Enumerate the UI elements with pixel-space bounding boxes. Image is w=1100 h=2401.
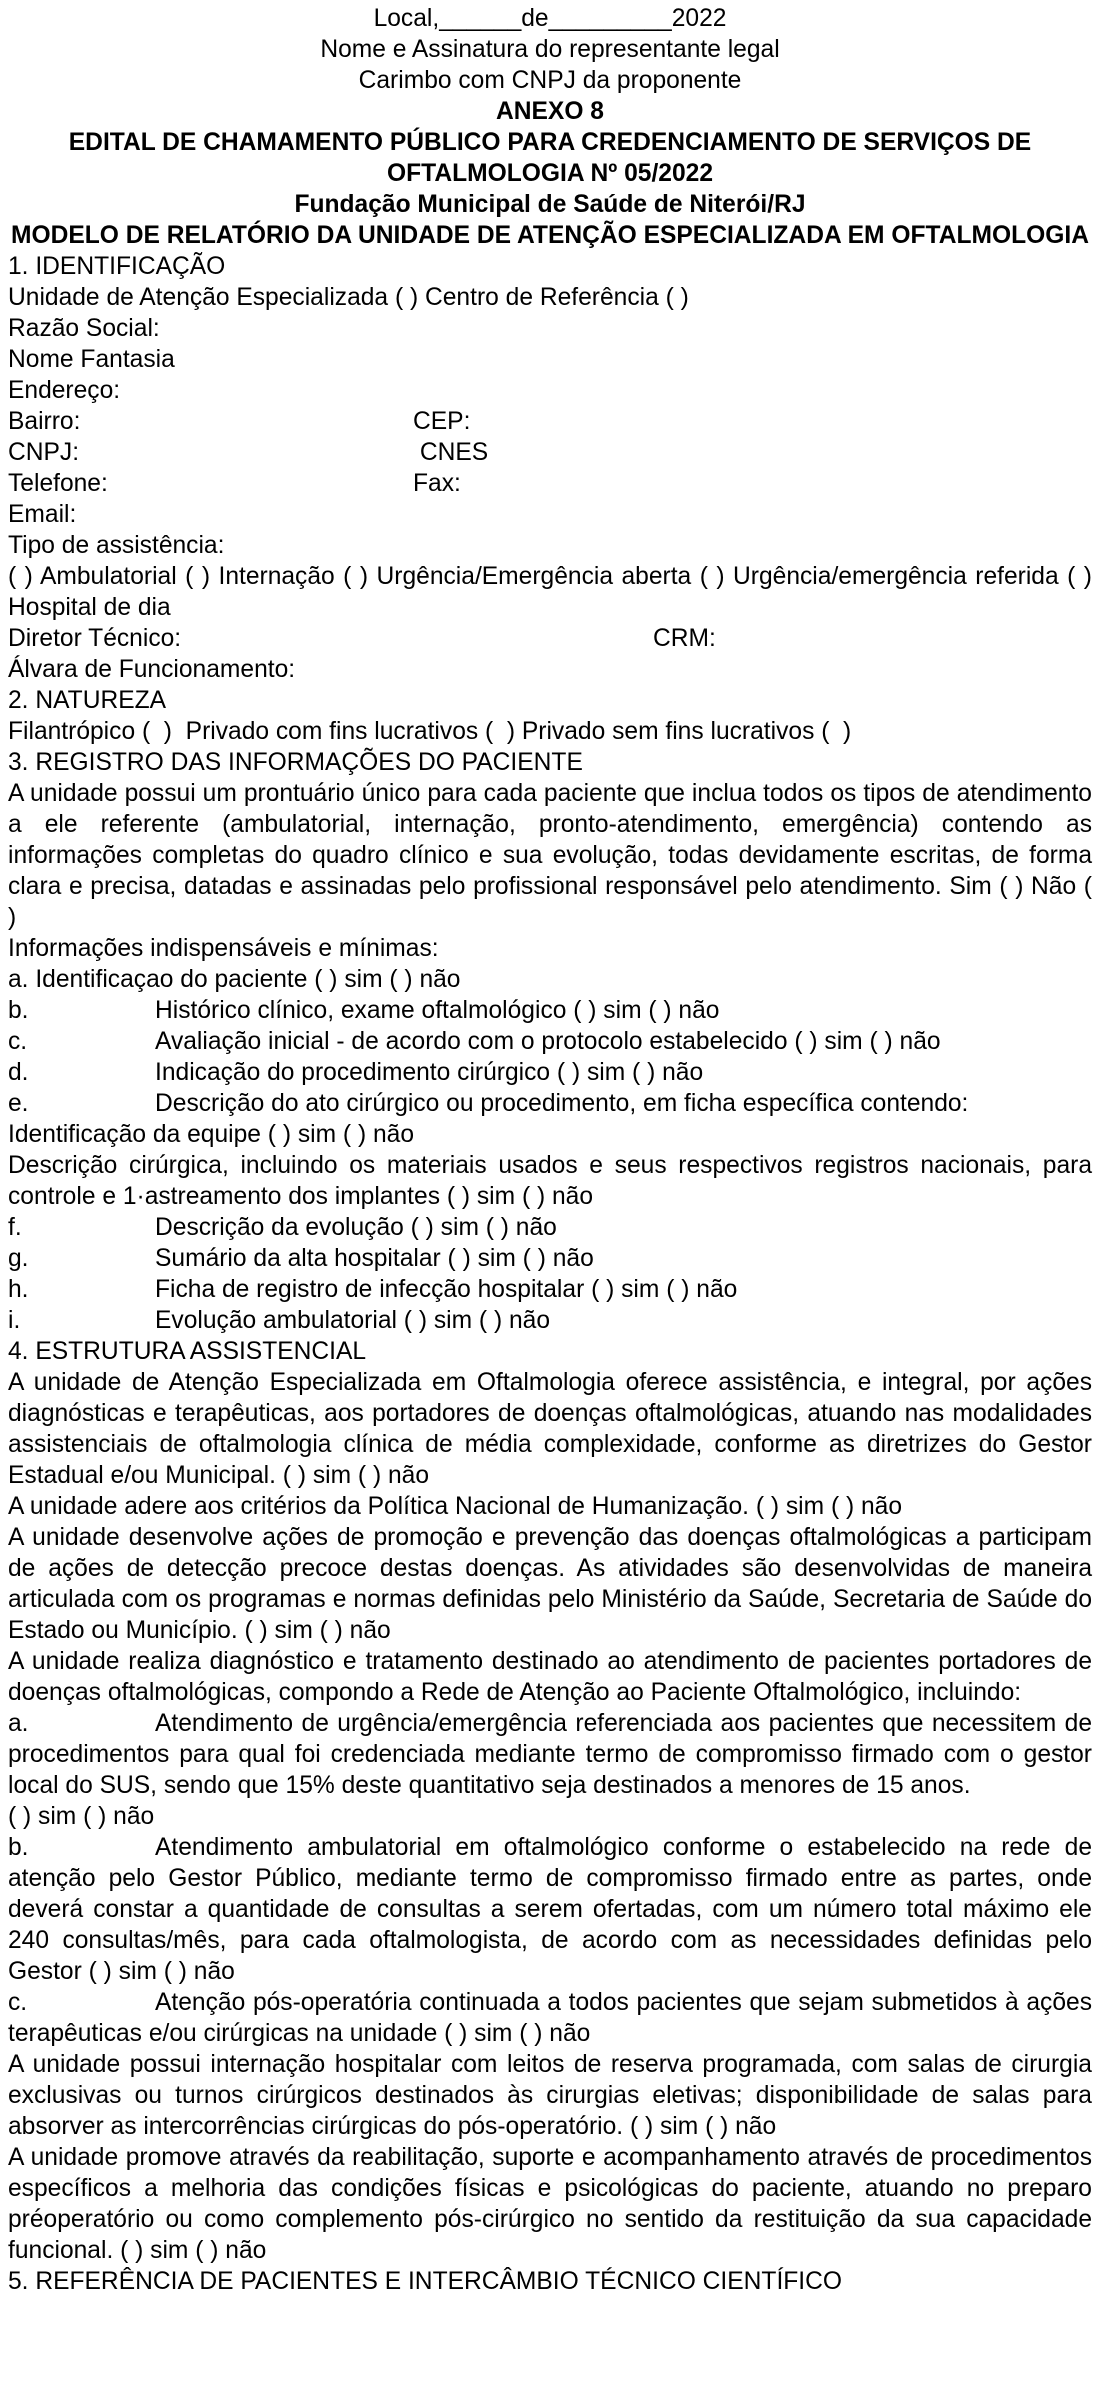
- crm-label: CRM:: [653, 625, 716, 652]
- telefone-fax-row: [8, 468, 1092, 499]
- item-text: Indicação do procedimento cirúrgico ( ) sim ( ) não: [155, 1059, 704, 1086]
- telefone-label: Telefone:: [8, 470, 108, 497]
- annex-title: ANEXO 8: [496, 98, 604, 125]
- razao-social-label: Razão Social:: [8, 315, 160, 342]
- tipo-assistencia-options: ( ) Ambulatorial ( ) Internação ( ) Urgência/Emergência aberta ( ) Urgência/emergência referida ( ) Hospital de dia: [8, 563, 1092, 621]
- item-a-paragraph: [8, 1708, 1092, 1801]
- bairro-cep-row: [8, 406, 1092, 437]
- item-text: Descrição da evolução ( ) sim ( ) não: [155, 1214, 557, 1241]
- place-date-line: Local,______de_________2022: [373, 5, 727, 32]
- item-text: Sumário da alta hospitalar ( ) sim ( ) não: [155, 1245, 594, 1272]
- item-text: Atendimento ambulatorial em oftalmológico conforme o estabelecido na rede de atenção pelo Gestor Público, mediante termo de compromisso firmado entre as partes, onde deverá constar a quantidade de consultas a serem ofertadas, com um número total máximo ele 240 consultas/mês, para cada oftalmologista, de acordo com as necessidades definidas pelo Gestor ( ) sim ( ) não: [8, 1834, 1092, 1985]
- tipo-assistencia-label: Tipo de assistência:: [8, 532, 225, 559]
- item-text: Atendimento de urgência/emergência referenciada aos pacientes que necessitem de procedimentos para qual foi credenciada mediante termo de compromisso firmado com o gestor local do SUS, sendo que 15% deste quantitativo seja destinados a menores de 15 anos.: [8, 1710, 1092, 1799]
- list-item: [8, 1057, 1092, 1088]
- list-item: [8, 1088, 1092, 1119]
- item-text: Evolução ambulatorial ( ) sim ( ) não: [155, 1307, 551, 1334]
- item-text: Atenção pós-operatória continuada a todos pacientes que sejam submetidos à ações terapêuticas e/ou cirúrgicas na unidade ( ) sim ( ) não: [8, 1989, 1092, 2047]
- foundation-title: Fundação Municipal de Saúde de Niterói/RJ: [294, 191, 806, 218]
- fax-label: Fax:: [413, 470, 461, 497]
- item-letter: b.: [8, 1834, 29, 1861]
- item-text: Avaliação inicial - de acordo com o protocolo estabelecido ( ) sim ( ) não: [155, 1028, 941, 1055]
- report-title: MODELO DE RELATÓRIO DA UNIDADE DE ATENÇÃO ESPECIALIZADA EM OFTALMOLOGIA: [10, 222, 1089, 249]
- item-letter: f.: [8, 1214, 22, 1241]
- alvara-label: Álvara de Funcionamento:: [8, 656, 296, 683]
- item-letter: e.: [8, 1090, 29, 1117]
- stamp-line: Carimbo com CNPJ da proponente: [358, 67, 742, 94]
- diagnostico-paragraph: A unidade realiza diagnóstico e tratamento destinado ao atendimento de pacientes portadores de doenças oftalmológicas, compondo a Rede de Atenção ao Paciente Oftalmológico, incluindo:: [8, 1648, 1092, 1706]
- descricao-cirurgica-paragraph: Descrição cirúrgica, incluindo os materiais usados e seus respectivos registros nacionais, para controle e 1·astreamento dos implantes ( ) sim ( ) não: [8, 1152, 1092, 1210]
- list-item: [8, 1212, 1092, 1243]
- item-a: a. Identificaçao do paciente ( ) sim ( ) não: [8, 966, 461, 993]
- prontuario-paragraph: A unidade possui um prontuário único para cada paciente que inclua todos os tipos de atendimento a ele referente (ambulatorial, internação, pronto-atendimento, emergência) contendo as informações completas do quadro clínico e sua evolução, todas devidamente escritas, de forma clara e precisa, datadas e assinadas pelo profissional responsável pelo atendimento. Sim ( ) Não ( ): [8, 780, 1092, 931]
- natureza-options: Filantrópico ( ) Privado com fins lucrativos ( ) Privado sem fins lucrativos ( ): [8, 718, 852, 745]
- item-letter: i.: [8, 1307, 21, 1334]
- item-letter: a.: [8, 1710, 29, 1737]
- edital-title: EDITAL DE CHAMAMENTO PÚBLICO PARA CREDENCIAMENTO DE SERVIÇOS DE OFTALMOLOGIA Nº 05/2022: [68, 129, 1032, 187]
- item-text: Descrição do ato cirúrgico ou procedimento, em ficha específica contendo:: [155, 1090, 969, 1117]
- cnes-label: CNES: [413, 439, 489, 466]
- item-letter: c.: [8, 1989, 28, 2016]
- item-text: Ficha de registro de infecção hospitalar ( ) sim ( ) não: [155, 1276, 738, 1303]
- cnpj-label: CNPJ:: [8, 439, 80, 466]
- item-letter: d.: [8, 1059, 29, 1086]
- bairro-label: Bairro:: [8, 408, 81, 435]
- min-info-label: Informações indispensáveis e mínimas:: [8, 935, 439, 962]
- diretor-label: Diretor Técnico:: [8, 625, 182, 652]
- section-1-heading: 1. IDENTIFICAÇÃO: [8, 253, 226, 280]
- unit-type-line: Unidade de Atenção Especializada ( ) Centro de Referência ( ): [8, 284, 689, 311]
- cep-label: CEP:: [413, 408, 471, 435]
- section-2-heading: 2. NATUREZA: [8, 687, 167, 714]
- item-letter: b.: [8, 997, 29, 1024]
- section-3-heading: 3. REGISTRO DAS INFORMAÇÕES DO PACIENTE: [8, 749, 583, 776]
- cnpj-cnes-row: [8, 437, 1092, 468]
- item-b-paragraph: [8, 1832, 1092, 1987]
- item-letter: c.: [8, 1028, 28, 1055]
- section-5-heading: 5. REFERÊNCIA DE PACIENTES E INTERCÂMBIO TÉCNICO CIENTÍFICO: [8, 2268, 843, 2295]
- internacao-paragraph: A unidade possui internação hospitalar com leitos de reserva programada, com salas de cirurgia exclusivas ou turnos cirúrgicos destinados às cirurgias eletivas; disponibilidade de salas para absorver as intercorrências cirúrgicas do pós-operatório. ( ) sim ( ) não: [8, 2051, 1092, 2140]
- list-item: [8, 1243, 1092, 1274]
- nome-fantasia-label: Nome Fantasia: [8, 346, 175, 373]
- endereco-label: Endereço:: [8, 377, 121, 404]
- item-a-answer: ( ) sim ( ) não: [8, 1803, 155, 1830]
- item-c-paragraph: [8, 1987, 1092, 2049]
- promocao-paragraph: A unidade desenvolve ações de promoção e prevenção das doenças oftalmológicas a participam de ações de detecção precoce destas doenças. As atividades são desenvolvidas de maneira articulada com os programas e normas definidas pelo Ministério da Saúde, Secretaria de Saúde do Estado ou Município. ( ) sim ( ) não: [8, 1524, 1092, 1644]
- assistencia-paragraph: A unidade de Atenção Especializada em Oftalmologia oferece assistência, e integral, por ações diagnósticas e terapêuticas, aos portadores de doenças oftalmológicas, atuando nas modalidades assistenciais de oftalmologia clínica de média complexidade, conforme as diretrizes do Gestor Estadual e/ou Municipal. ( ) sim ( ) não: [8, 1369, 1092, 1489]
- item-letter: g.: [8, 1245, 29, 1272]
- diretor-crm-row: [8, 623, 1092, 654]
- item-letter: h.: [8, 1276, 29, 1303]
- signature-line: Nome e Assinatura do representante legal: [320, 36, 780, 63]
- list-item: [8, 1026, 1092, 1057]
- humanizacao-paragraph: A unidade adere aos critérios da Política Nacional de Humanização. ( ) sim ( ) não: [8, 1493, 903, 1520]
- reabilitacao-paragraph: A unidade promove através da reabilitação, suporte e acompanhamento através de procedimentos específicos a melhoria das condições físicas e psicológicas do paciente, atuando no preparo préoperatório ou como complemento pós-cirúrgico no sentido da restituição da sua capacidade funcional. ( ) sim ( ) não: [8, 2144, 1092, 2264]
- list-item: [8, 1274, 1092, 1305]
- email-label: Email:: [8, 501, 77, 528]
- section-4-heading: 4. ESTRUTURA ASSISTENCIAL: [8, 1338, 367, 1365]
- list-item: [8, 995, 1092, 1026]
- list-item: [8, 1305, 1092, 1336]
- item-text: Histórico clínico, exame oftalmológico ( ) sim ( ) não: [155, 997, 720, 1024]
- equipe-line: Identificação da equipe ( ) sim ( ) não: [8, 1121, 415, 1148]
